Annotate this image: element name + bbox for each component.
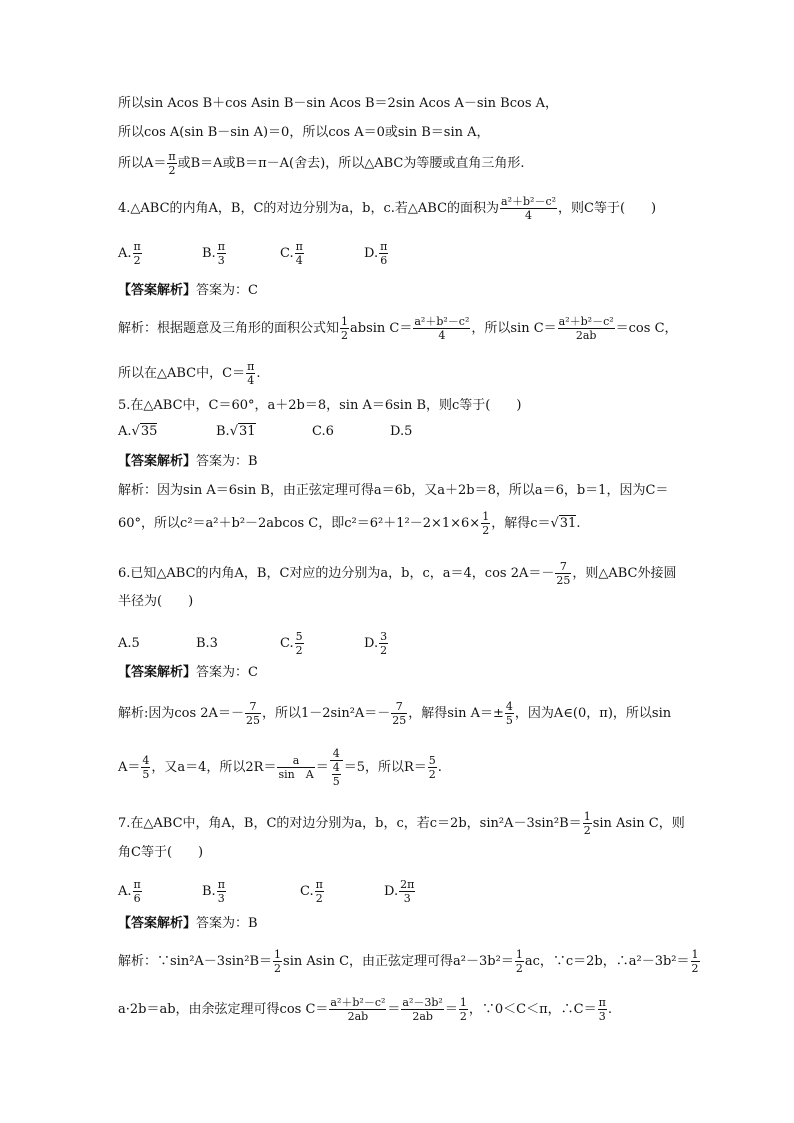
q6-option-b: B.3 — [196, 636, 218, 651]
q6-stem: 6.已知△ABC的内角A，B，C对应的边分别为a，b，c，a＝4，cos 2A＝－ $\frac{7}{25}$ ，则△ABC外接圆 — [118, 560, 677, 587]
q5-solution-1: 解析：因为sin A＝6sin B，由正弦定理可得a＝6b，又a＋2b＝8，所以a＝6，b＝1，因为C＝ — [118, 483, 669, 498]
q5-answer: 【答案解析】答案为：B — [118, 454, 258, 469]
q4-answer: 【答案解析】答案为：C — [118, 283, 258, 298]
q7-option-a: A. $\frac{\pi}{6}$ — [118, 878, 141, 905]
q4-option-c: C. $\frac{\pi}{4}$ — [280, 240, 303, 267]
q5-solution-2: 60°，所以c²＝a²＋b²－2abcos C，即c²＝6²＋1²－2×1×6× $\frac{1}{2}$ ，解得c＝√31. — [118, 510, 581, 537]
q6-option-d: D. $\frac{3}{2}$ — [364, 630, 388, 657]
q6-solution-2: A＝ $\frac{4}{5}$ ，又a＝4，所以2R＝ $\frac{a}{\text{sin A}}$ ＝ $\frac{4}{\frac{4}{5}}$ ＝5，所以R＝ $\frac{5}{2}$ . — [118, 747, 442, 788]
q5-option-b: B.√31 — [216, 424, 256, 439]
q4-solution-1: 解析：根据题意及三角形的面积公式知 $\frac{1}{2}$ absin C＝ $\frac{\text{a²＋b²－c²}}{4}$ ，所以sin C＝ $\frac{\text{a²＋b²－c²}}{2ab}$ ＝cos C， — [118, 315, 678, 342]
q7-options — [118, 878, 416, 905]
q4-solution-2: 所以在△ABC中，C＝ $\frac{\pi}{4}$ . — [118, 360, 261, 387]
q4-option-d: D. $\frac{\pi}{6}$ — [364, 240, 388, 267]
q7-option-b: B. $\frac{\pi}{3}$ — [202, 878, 225, 905]
fraction: $\frac{\pi}{2}$ — [168, 150, 176, 177]
q6-option-c: C. $\frac{5}{2}$ — [280, 630, 303, 657]
q5-stem: 5.在△ABC中，C＝60°，a＋2b＝8，sin A＝6sin B，则c等于( ) — [118, 398, 522, 413]
q6-options — [118, 630, 389, 657]
q7-answer: 【答案解析】答案为：B — [118, 916, 258, 931]
q6-answer: 【答案解析】答案为：C — [118, 665, 258, 680]
solution-line-1: 所以sin Acos B＋cos Asin B－sin Acos B＝2sin Acos A－sin Bcos A， — [118, 96, 559, 111]
solution-line-3: 所以A＝ $\frac{\pi}{2}$ 或B＝A或B＝π－A(舍去)，所以△ABC为等腰或直角三角形. — [118, 150, 525, 177]
q7-stem-2: 角C等于( ) — [118, 845, 204, 860]
q5-option-a: A.√35 — [118, 424, 158, 439]
q5-option-d: D.5 — [390, 424, 413, 439]
nested-fraction: $\frac{4}{\frac{4}{5}}$ — [330, 747, 343, 788]
q7-option-d: D. $\frac{2\pi}{3}$ — [384, 878, 415, 905]
q6-solution-1: 解析:因为cos 2A＝－ $\frac{7}{25}$ ，所以1－2sin²A＝－ $\frac{7}{25}$ ，解得sin A＝± $\frac{4}{5}$ ，因为A∈(0，π)，所以sin — [118, 700, 672, 727]
q5-option-c: C.6 — [312, 424, 334, 439]
q7-solution-2: a·2b＝ab，由余弦定理可得cos C＝ $\frac{\text{a²＋b²－c²}}{2ab}$ ＝ $\frac{\text{a²－3b²}}{2ab}$ ＝ $\frac{1}{2}$ ，∵0＜C＜π，∴C＝ $\frac{\pi}{3}$ . — [118, 996, 612, 1023]
q7-option-c: C. $\frac{\pi}{2}$ — [300, 878, 323, 905]
q4-stem: 4.△ABC的内角A，B，C的对边分别为a，b，c.若△ABC的面积为 $\frac{\text{a²＋b²－c²}}{4}$ ，则C等于( ) — [118, 195, 657, 222]
q4-option-a: A. $\frac{\pi}{2}$ — [118, 240, 141, 267]
q6-option-a: A.5 — [118, 636, 140, 651]
q6-stem-2: 半径为( ) — [118, 594, 194, 609]
solution-line-2: 所以cos A(sin B－sin A)＝0，所以cos A＝0或sin B＝sin A， — [118, 125, 490, 140]
fraction: $\frac{\text{a²＋b²－c²}}{4}$ — [501, 195, 557, 222]
q7-solution-1: 解析：∵sin²A－3sin²B＝ $\frac{1}{2}$ sin Asin C，由正弦定理可得a²－3b²＝ $\frac{1}{2}$ ac，∵c＝2b，∴a²－3b²＝ $\frac{1}{2}$ — [118, 948, 699, 975]
q4-options — [118, 240, 389, 267]
q5-options — [118, 424, 412, 440]
q7-stem: 7.在△ABC中，角A，B，C的对边分别为a，b，c，若c＝2b，sin²A－3sin²B＝ $\frac{1}{2}$ sin Asin C，则 — [118, 810, 685, 837]
q4-option-b: B. $\frac{\pi}{3}$ — [202, 240, 225, 267]
